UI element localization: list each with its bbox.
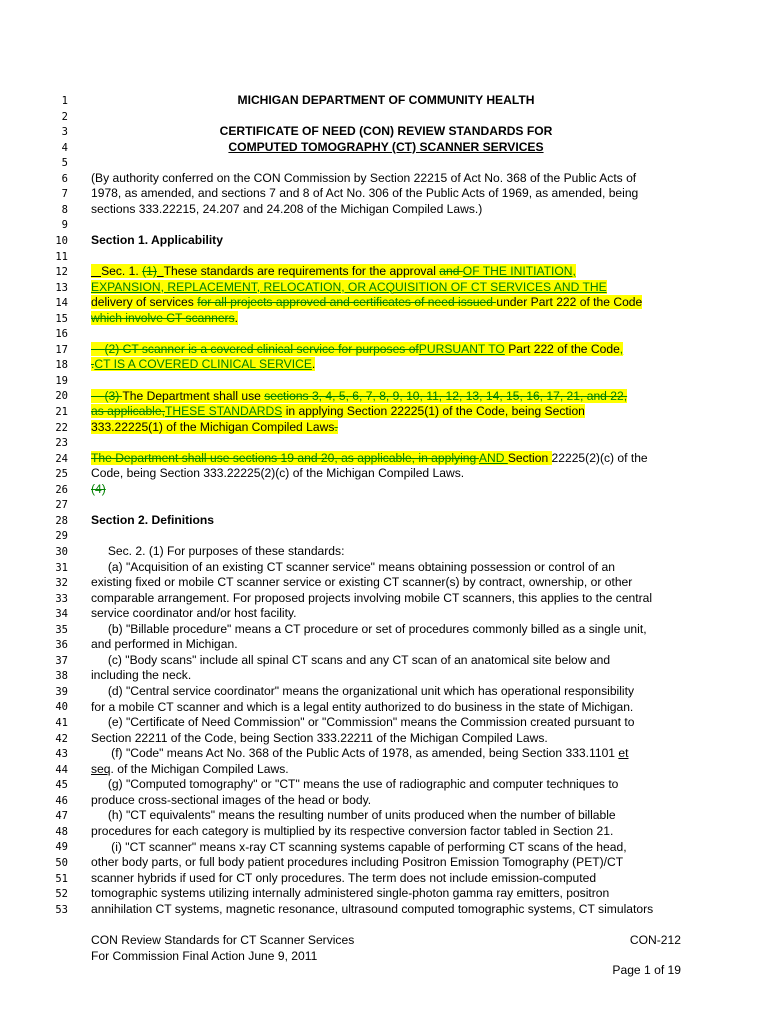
line-number: 12 bbox=[55, 266, 68, 279]
line-number: 47 bbox=[55, 810, 68, 823]
sec1-l12-b: (1) bbox=[142, 264, 157, 278]
sec1-l18-b: CT IS A COVERED CLINICAL SERVICE bbox=[94, 357, 312, 372]
sec1-l18-c: . bbox=[311, 357, 316, 372]
line-number: 9 bbox=[61, 219, 68, 232]
sec1-line-20 bbox=[91, 389, 627, 405]
line-number: 5 bbox=[61, 157, 68, 170]
line-number: 16 bbox=[55, 328, 68, 341]
section-1-heading: Section 1. Applicability bbox=[91, 232, 223, 247]
sec1-line-13 bbox=[91, 280, 607, 296]
line-number: 17 bbox=[55, 343, 68, 356]
sec1-l21-a: as applicable, bbox=[91, 404, 165, 418]
sec1-l12-e: OF THE INITIATION, bbox=[462, 264, 576, 278]
line-number: 14 bbox=[55, 297, 68, 310]
line-number: 41 bbox=[55, 717, 68, 729]
et-abbrev: et bbox=[618, 746, 629, 761]
sec1-l17-a: (2) CT scanner is a covered clinical service for purposes of bbox=[91, 342, 419, 356]
sec1-l17-c: Part 222 of the Code bbox=[504, 341, 620, 356]
line-number: 13 bbox=[55, 281, 68, 294]
sec1-l21-c: in applying Section 22225(1) of the Code, being Section bbox=[282, 404, 585, 418]
line-number: 18 bbox=[55, 359, 68, 372]
line-number: 38 bbox=[55, 670, 68, 683]
line-number: 32 bbox=[55, 577, 68, 590]
sec1-line-25: Code, being Section 333.22225(2)(c) of the Michigan Compiled Laws. bbox=[91, 466, 465, 481]
sec1-l20-a: (3) bbox=[91, 389, 122, 403]
line-number: 44 bbox=[55, 763, 68, 776]
sec1-l15-b: . bbox=[234, 310, 238, 325]
sec2-line-47: (h) "CT equivalents" means the resulting number of units produced when the number of billable bbox=[107, 808, 616, 823]
sec1-l20-c: sections 3, 4, 5, 6, 7, 8, 9, 10, 11, 12, 13, 14, 15, 16, 17, 21, and 22, bbox=[264, 388, 628, 403]
sec2-line-32: existing fixed or mobile CT scanner service or existing CT scanner(s) by contract, ownership, or other bbox=[91, 575, 633, 590]
line-number: 29 bbox=[55, 530, 68, 543]
line-number: 27 bbox=[55, 499, 68, 512]
line-number: 23 bbox=[55, 437, 68, 450]
line-number: 34 bbox=[55, 608, 68, 621]
line-number: 36 bbox=[55, 639, 68, 652]
line-number: 51 bbox=[55, 872, 68, 885]
line-number: 11 bbox=[55, 250, 68, 263]
line-number: 53 bbox=[55, 903, 68, 916]
sec2-line-33: comparable arrangement. For proposed projects involving mobile CT scanners, this applies to the central bbox=[91, 590, 653, 605]
line-number: 19 bbox=[55, 374, 68, 387]
line-number: 3 bbox=[61, 126, 68, 139]
sec1-l17-d: , bbox=[619, 341, 624, 356]
line-number: 50 bbox=[55, 856, 68, 869]
sec2-line-53: annihilation CT systems, magnetic resonance, ultrasound computed tomographic systems, CT simulators bbox=[91, 901, 654, 916]
sec2-line-34: service coordinator and/or host facility. bbox=[91, 606, 297, 621]
sec2-line-41: (e) "Certificate of Need Commission" or "Commission" means the Commission created pursuant to bbox=[107, 715, 635, 730]
sec1-l24-c: Section bbox=[507, 450, 552, 465]
sec2-line-51: scanner hybrids if used for CT only procedures. The term does not include emission-computed bbox=[91, 870, 597, 885]
sec2-line-40: for a mobile CT scanner and which is a legal entity authorized to do business in the state of Michigan. bbox=[91, 699, 634, 714]
line-number: 28 bbox=[55, 514, 68, 527]
sec2-line-50: other body parts, or full body patient procedures including Positron Emission Tomography (PET)/CT bbox=[91, 855, 624, 869]
line-number: 40 bbox=[55, 701, 68, 714]
sec1-l22-b: . bbox=[334, 419, 338, 434]
line-number: 20 bbox=[55, 390, 68, 403]
sec1-l14-c: under Part 222 of the Code bbox=[496, 295, 643, 310]
line-number: 31 bbox=[55, 561, 68, 574]
authority-line-3: sections 333.22215, 24.207 and 24.208 of the Michigan Compiled Laws.) bbox=[91, 201, 483, 216]
department-heading: MICHIGAN DEPARTMENT OF COMMUNITY HEALTH bbox=[237, 93, 535, 107]
footer-doc-id: CON-212 bbox=[629, 933, 681, 947]
sec1-l26: (4) bbox=[91, 481, 106, 496]
footer-page-number: Page 1 of 19 bbox=[612, 963, 681, 977]
sec2-line-46: produce cross-sectional images of the head or body. bbox=[91, 792, 372, 807]
line-number: 45 bbox=[55, 779, 68, 792]
line-number: 22 bbox=[55, 421, 68, 434]
sec1-l12-d: and bbox=[439, 264, 463, 278]
sec2-line-42: Section 22211 of the Code, being Section 333.22211 of the Michigan Compiled Laws. bbox=[91, 730, 548, 745]
line-number: 1 bbox=[61, 95, 68, 107]
sec2-line-52: tomographic systems utilizing internally administered single-photon gamma ray emitters, positron bbox=[91, 886, 610, 901]
footer-left-2: For Commission Final Action June 9, 2011 bbox=[91, 949, 318, 963]
sec1-l17-b: PURSUANT TO bbox=[418, 341, 505, 356]
sec2-line-43: (f) "Code" means Act No. 368 of the Public Acts of 1978, as amended, being Section 333.1101 et bbox=[111, 746, 629, 761]
line-number: 49 bbox=[55, 841, 68, 854]
sec1-l24-b: AND bbox=[478, 450, 508, 465]
line-number: 26 bbox=[55, 483, 68, 496]
line-number: 46 bbox=[55, 794, 68, 807]
line-number: 39 bbox=[55, 685, 68, 698]
line-number: 21 bbox=[55, 406, 68, 418]
sec1-l14-b: for all projects approved and certificates of need issued bbox=[197, 295, 497, 310]
seq-abbrev: seq bbox=[91, 761, 111, 776]
sec2-line-31: (a) "Acquisition of an existing CT scanner service" means obtaining possession or control of an bbox=[107, 559, 615, 574]
sec1-line-15 bbox=[91, 311, 238, 327]
footer-left-1: CON Review Standards for CT Scanner Services bbox=[91, 933, 355, 947]
sec2-line-44: seq. of the Michigan Compiled Laws. bbox=[91, 761, 289, 776]
authority-line-2: 1978, as amended, and sections 7 and 8 of Act No. 306 of the Public Acts of 1969, as amended, being bbox=[91, 186, 639, 201]
sec2-line-39: (d) "Central service coordinator" means the organizational unit which has operational responsibility bbox=[107, 684, 635, 698]
line-number: 43 bbox=[55, 748, 68, 761]
sec1-l12-c: These standards are requirements for the approval bbox=[163, 264, 440, 278]
sec1-l20-b: The Department shall use bbox=[122, 388, 265, 403]
sec2-line-45: (g) "Computed tomography" or "CT" means the use of radiographic and computer techniques to bbox=[107, 777, 619, 792]
sec1-line-12 bbox=[91, 264, 576, 280]
sec1-l15-a: which involve CT scanners bbox=[91, 310, 235, 325]
sec1-line-21 bbox=[91, 404, 585, 420]
sec1-line-22 bbox=[91, 420, 338, 436]
sec1-l14-a: delivery of services bbox=[91, 295, 198, 310]
line-number: 42 bbox=[55, 732, 68, 745]
line-number: 35 bbox=[55, 623, 68, 636]
section-2-heading: Section 2. Definitions bbox=[91, 512, 214, 527]
sec1-l13: EXPANSION, REPLACEMENT, RELOCATION, OR ACQUISITION OF CT SERVICES AND THE bbox=[91, 279, 607, 294]
sec1-line-24 bbox=[91, 451, 648, 467]
sec1-l18-a: . bbox=[91, 357, 95, 372]
line-number: 6 bbox=[61, 172, 68, 185]
sec1-l21-b: THESE STANDARDS bbox=[164, 404, 283, 418]
sec1-l24-a: The Department shall use sections 19 and 20, as applicable, in applying bbox=[91, 450, 479, 465]
authority-line-1: (By authority conferred on the CON Commission by Section 22215 of Act No. 368 of the Public Acts of bbox=[91, 170, 637, 185]
sec2-line-30: Sec. 2. (1) For purposes of these standards: bbox=[107, 544, 345, 558]
sec1-line-18 bbox=[91, 357, 315, 373]
line-number: 30 bbox=[55, 545, 68, 558]
line-number: 10 bbox=[55, 234, 68, 247]
sec1-l12-tab bbox=[91, 264, 101, 278]
sec2-line-37: (c) "Body scans" include all spinal CT scans and any CT scan of an anatomical site below and bbox=[107, 652, 611, 667]
line-number: 2 bbox=[61, 110, 68, 123]
line-number: 52 bbox=[55, 888, 68, 901]
line-number: 15 bbox=[55, 312, 68, 325]
line-number: 48 bbox=[55, 825, 68, 838]
line-number: 24 bbox=[55, 452, 68, 465]
sec1-line-14 bbox=[91, 295, 642, 311]
sec2-line-35: (b) "Billable procedure" means a CT procedure or set of procedures commonly billed as a single unit, bbox=[107, 621, 647, 636]
sec1-l24-d: 22225(2)(c) of the bbox=[551, 450, 648, 465]
line-number: 4 bbox=[61, 141, 68, 154]
sec1-line-26 bbox=[91, 482, 106, 498]
sec2-line-49: (i) "CT scanner" means x-ray CT scanning systems capable of performing CT scans of the head, bbox=[111, 839, 627, 854]
line-number: 7 bbox=[61, 188, 68, 201]
sec2-line-48: procedures for each category is multiplied by its respective conversion factor tabled in Section 21. bbox=[91, 823, 614, 838]
sec1-l22-a: 333.22225(1) of the Michigan Compiled Laws bbox=[91, 419, 335, 434]
sec1-l12-a: Sec. 1. bbox=[101, 264, 143, 278]
title-line-1: CERTIFICATE OF NEED (CON) REVIEW STANDARDS FOR bbox=[219, 124, 553, 139]
line-number: 37 bbox=[55, 654, 68, 667]
line-number: 33 bbox=[55, 592, 68, 605]
sec2-line-36: and performed in Michigan. bbox=[91, 637, 238, 652]
title-line-2: COMPUTED TOMOGRAPHY (CT) SCANNER SERVICES bbox=[228, 139, 544, 154]
sec1-line-17 bbox=[91, 342, 623, 358]
line-number: 25 bbox=[55, 468, 68, 481]
line-number: 8 bbox=[61, 203, 68, 216]
sec2-line-38: including the neck. bbox=[91, 668, 192, 683]
